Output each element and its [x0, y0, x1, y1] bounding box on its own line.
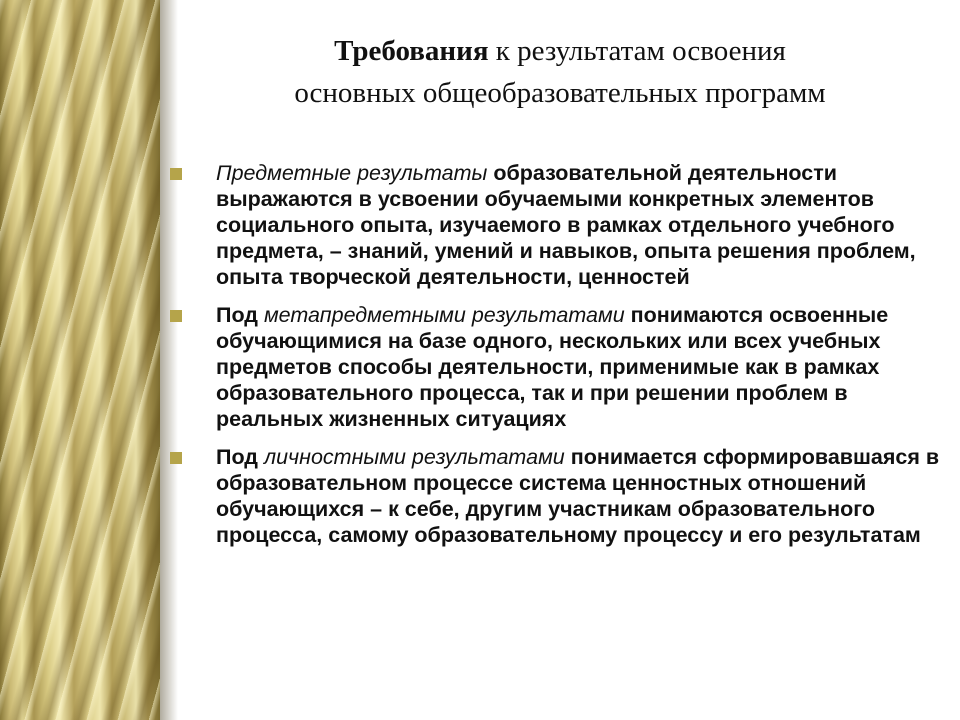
title-bold-word: Требования — [334, 35, 489, 67]
list-item — [170, 160, 940, 290]
title-line1-rest: к результатам освоения — [488, 35, 786, 67]
item-text: понимаются освоенные обучающимися на базе одного, нескольких или всех учебных предметов способы деятельности, применимые как в рамках образовательного процесса, так и при решении проблем в реальных жизненных ситуациях — [216, 303, 889, 431]
item-text: образовательной деятельности выражаются в усвоении обучаемыми конкретных элементов социального опыта, изучаемого в рамках отдельного учебного предмета, – знаний, умений и навыков, опыта решения проблем, опыта творческой деятельности, ценностей — [216, 161, 916, 289]
list-item — [170, 302, 940, 432]
item-lead: Под — [216, 303, 264, 327]
item-lead: Под — [216, 445, 264, 469]
list-item — [170, 444, 940, 548]
item-italic-term: Предметные результаты — [216, 161, 488, 185]
title-line2: основных общеобразовательных программ — [294, 77, 826, 109]
bullet-square-icon — [170, 168, 182, 180]
item-italic-term: личностными результатами — [263, 445, 565, 469]
slide-title — [200, 30, 920, 114]
bullet-list — [170, 160, 940, 560]
bullet-square-icon — [170, 452, 182, 464]
item-text: понимается сформировавшаяся в образовательном процессе система ценностных отношений обучающихся – к себе, другим участникам образовательного процесса, самому образовательному процессу и его результатам — [216, 445, 940, 547]
item-italic-term: метапредметными результатами — [263, 303, 625, 327]
bullet-square-icon — [170, 310, 182, 322]
decorative-gold-panel — [0, 0, 160, 720]
